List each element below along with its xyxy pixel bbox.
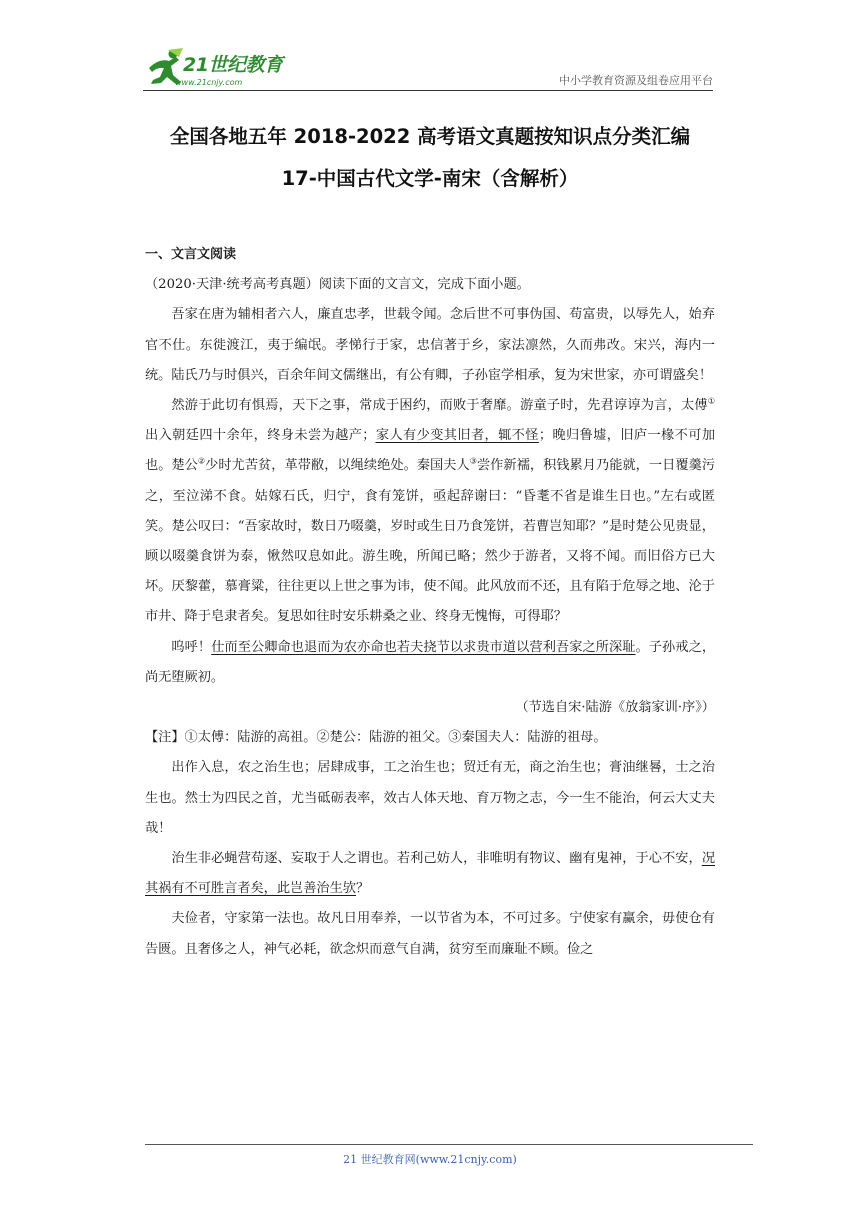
document-body bbox=[145, 240, 715, 965]
page-title-line1: 全国各地五年 2018-2022 高考语文真题按知识点分类汇编 bbox=[169, 125, 691, 148]
paragraph-text: 尝作新襦，积钱累月乃能就，一日覆羹污之，至泣涕不食。姑嫁石氏，归宁，食有笼饼，亟起辞谢曰：“昏耄不省是谁生日也。”左右或匿笑。楚公叹曰：“吾家故时，数日乃啜羹，岁时或生日乃食笼饼，若曹岂知耶？”是时楚公见贵显，顾以啜羹食饼为泰，愀然叹息如此。游生晚，所闻已略；然少于游者，又将不闻。而旧俗方已大坏。厌黎藿，慕膏粱，往往更以上世之事为讳，使不闻。此风放而不还，且有陷于危辱之地、沦于市井、降于皂隶者矣。复思如往时安乐耕桑之业、终身无愧悔，可得耶？ bbox=[145, 458, 716, 625]
passage2-paragraph-3: 夫俭者，守家第一法也。故凡日用奉养，一以节省为本，不可过多。宁使家有赢余，毋使仓有告匮。且奢侈之人，神气必耗，欲念炽而意气自满，贫穷至而廉耻不顾。俭之 bbox=[145, 911, 715, 957]
logo bbox=[143, 46, 313, 92]
passage-paragraph-2 bbox=[145, 391, 715, 633]
footnote-mark: ③ bbox=[469, 457, 477, 467]
paragraph-text: ；晚归鲁墟，旧庐一椽不可加也。楚公 bbox=[145, 428, 716, 474]
footer-divider bbox=[145, 1144, 753, 1145]
paragraph-text: 出入朝廷四十余年，终身未尝为越产； bbox=[145, 428, 376, 444]
passage-paragraph-3 bbox=[145, 633, 715, 693]
page-title-line2: 17-中国古代文学-南宋（含解析） bbox=[281, 167, 579, 190]
header-divider bbox=[143, 90, 713, 91]
footnote-mark: ② bbox=[197, 457, 206, 467]
page-footer: 21 世纪教育网(www.21cnjy.com) bbox=[343, 1153, 517, 1166]
underlined-sentence: 况其祸有不可胜言者矣，此岂善治生欤 bbox=[145, 851, 715, 897]
paragraph-text: 治生非必蝇营苟逐、妄取于人之谓也。若利己妨人，非唯明有物议、幽有鬼神，于心不安， bbox=[171, 851, 702, 867]
platform-label: 中小学教育资源及组卷应用平台 bbox=[559, 74, 713, 87]
section-heading: 一、文言文阅读 bbox=[145, 247, 237, 262]
question-intro: （2020·天津·统考高考真题）阅读下面的文言文，完成下面小题。 bbox=[145, 277, 530, 293]
paragraph-text: 呜呼！ bbox=[171, 639, 212, 655]
underlined-sentence: 仕而至公卿命也退而为农亦命也若夫挠节以求贵市道以营利吾家之所深耻 bbox=[211, 639, 636, 655]
footnote-mark: ① bbox=[707, 396, 715, 406]
passage2-paragraph-1: 出作入息，农之治生也；居肆成事，工之治生也；贸迁有无，商之治生也；膏油继晷，士之治生也。然士为四民之首，尤当砥砺表率，效古人体天地、育万物之志，今一生不能治，何云大丈夫哉！ bbox=[145, 760, 715, 836]
passage-paragraph-1: 吾家在唐为辅相者六人，廉直忠孝，世载令闻。念后世不可事伪国、苟富贵，以辱先人，始弃官不仕。东徙渡江，夷于编氓。孝悌行于家，忠信著于乡，家法凛然，久而弗改。宋兴，海内一统。陆氏乃与时俱兴，百余年间文儒继出，有公有卿，子孙宦学相承，复为宋世家，亦可谓盛矣！ bbox=[145, 307, 715, 383]
passage2-paragraph-2 bbox=[145, 844, 715, 904]
logo-url: www.21cnjy.com bbox=[175, 78, 243, 87]
paragraph-text: 。子孙戒之，尚无堕厥初。 bbox=[145, 639, 716, 685]
footnote: 【注】①太傅：陆游的高祖。②楚公：陆游的祖父。③秦国夫人：陆游的祖母。 bbox=[145, 730, 607, 746]
underlined-sentence: 家人有少变其旧者，辄不怪 bbox=[375, 428, 539, 444]
logo-text: 21世纪教育 bbox=[183, 54, 283, 76]
paragraph-text: 然游于此切有惧焉，天下之事，常成于困约，而败于奢靡。游童子时，先君谆谆为言，太傅 bbox=[171, 398, 708, 414]
page-header bbox=[143, 46, 713, 92]
source-citation: （节选自宋·陆游《放翁家训·序》） bbox=[515, 700, 715, 716]
paragraph-text: 少时尤苦贫，革带敝，以绳续绝处。秦国夫人 bbox=[205, 458, 470, 474]
paragraph-text: ？ bbox=[356, 881, 370, 897]
